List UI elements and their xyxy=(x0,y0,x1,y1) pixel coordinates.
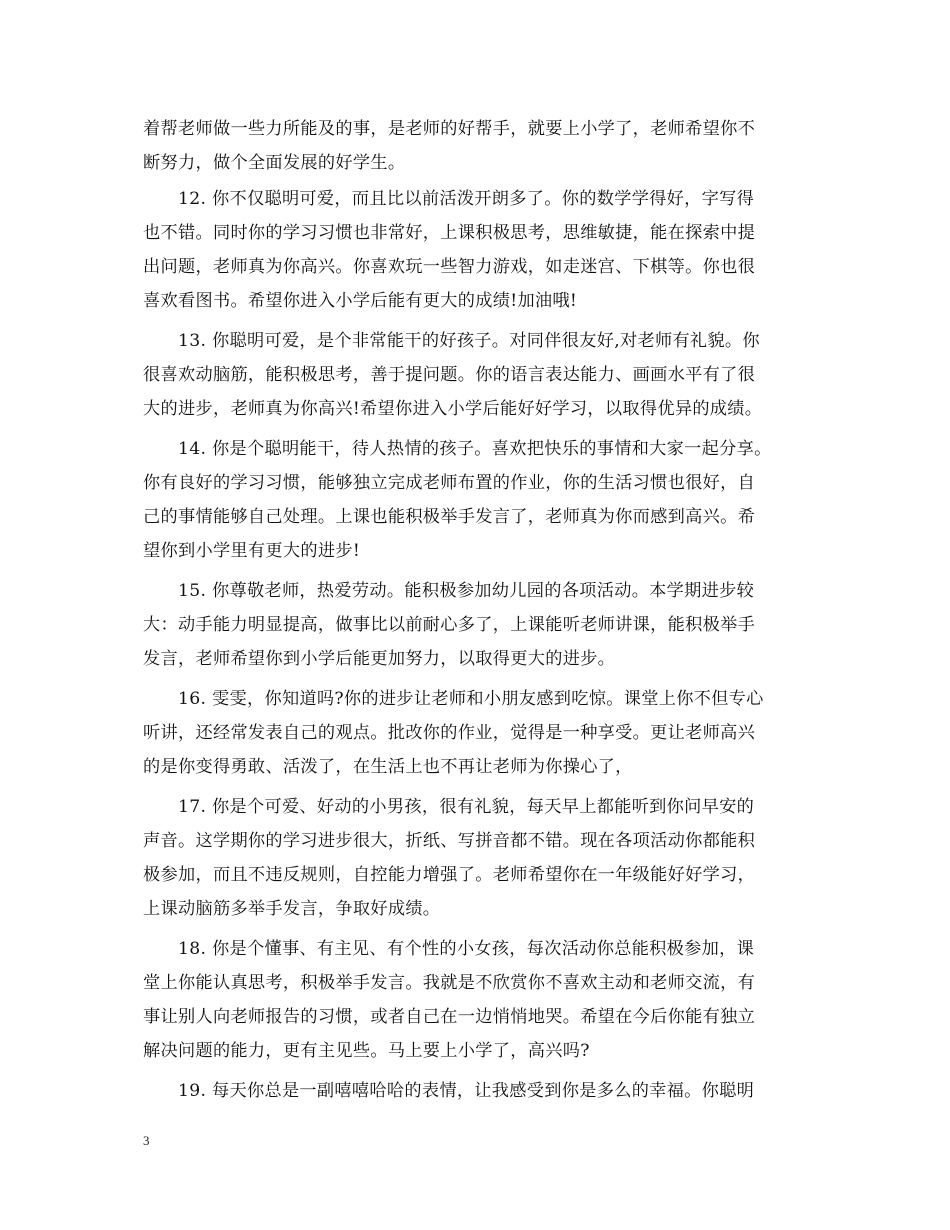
paragraph-start-18: 18. 你是个懂事、有主见、有个性的小女孩，每次活动你总能积极参加，课 xyxy=(178,939,755,959)
page-number: 3 xyxy=(143,1133,150,1148)
text-line: 事让别人向老师报告的习惯，或者自己在一边悄悄地哭。希望在今后你能有独立 xyxy=(143,1007,756,1027)
paragraph-start-14: 14. 你是个聪明能干，待人热情的孩子。喜欢把快乐的事情和大家一起分享。 xyxy=(178,439,772,459)
text-line: 听讲，还经常发表自己的观点。批改你的作业，觉得是一种享受。更让老师高兴 xyxy=(143,723,756,743)
text-line: 上课动脑筋多举手发言，争取好成绩。 xyxy=(143,899,441,919)
text-line: 堂上你能认真思考，积极举手发言。我就是不欣赏你不喜欢主动和老师交流，有 xyxy=(143,973,756,993)
text-line: 声音。这学期你的学习进步很大，折纸、写拼音都不错。现在各项活动你都能积 xyxy=(143,831,756,851)
text-line: 出问题，老师真为你高兴。你喜欢玩一些智力游戏，如走迷宫、下棋等。你也很 xyxy=(143,257,756,277)
text-line: 发言，老师希望你到小学后能更加努力，以取得更大的进步。 xyxy=(143,649,616,669)
text-line: 望你到小学里有更大的进步! xyxy=(143,541,361,561)
text-line: 喜欢看图书。希望你进入小学后能有更大的成绩!加油哦! xyxy=(143,291,578,311)
text-line: 大：动手能力明显提高，做事比以前耐心多了，上课能听老师讲课，能积极举手 xyxy=(143,615,756,635)
paragraph-start-17: 17. 你是个可爱、好动的小男孩，很有礼貌，每天早上都能听到你问早安的 xyxy=(178,797,755,817)
text-line: 己的事情能够自己处理。上课也能积极举手发言了，老师真为你而感到高兴。希 xyxy=(143,507,756,527)
text-line: 的是你变得勇敢、活泼了，在生活上也不再让老师为你操心了， xyxy=(143,757,633,777)
paragraph-start-19: 19. 每天你总是一副嘻嘻哈哈的表情，让我感受到你是多么的幸福。你聪明 xyxy=(178,1081,755,1101)
text-line: 断努力，做个全面发展的好学生。 xyxy=(143,153,406,173)
text-line: 很喜欢动脑筋，能积极思考，善于提问题。你的语言表达能力、画画水平有了很 xyxy=(143,365,756,385)
text-line: 也不错。同时你的学习习惯也非常好，上课积极思考，思维敏捷，能在探索中提 xyxy=(143,223,756,243)
text-line: 着帮老师做一些力所能及的事，是老师的好帮手，就要上小学了，老师希望你不 xyxy=(143,119,756,139)
text-line: 你有良好的学习习惯，能够独立完成老师布置的作业，你的生活习惯也很好，自 xyxy=(143,473,756,493)
paragraph-start-13: 13. 你聪明可爱，是个非常能干的好孩子。对同伴很友好,对老师有礼貌。你 xyxy=(178,331,760,351)
paragraph-start-16: 16. 雯雯，你知道吗?你的进步让老师和小朋友感到吃惊。课堂上你不但专心 xyxy=(178,689,764,709)
text-line: 解决问题的能力，更有主见些。马上要上小学了，高兴吗? xyxy=(143,1041,590,1061)
text-line: 极参加，而且不违反规则，自控能力增强了。老师希望你在一年级能好好学习， xyxy=(143,865,756,885)
paragraph-start-15: 15. 你尊敬老师，热爱劳动。能积极参加幼儿园的各项活动。本学期进步较 xyxy=(178,581,755,601)
text-line: 大的进步，老师真为你高兴!希望你进入小学后能好好学习，以取得优异的成绩。 xyxy=(143,399,763,419)
paragraph-start-12: 12. 你不仅聪明可爱，而且比以前活泼开朗多了。你的数学学得好，字写得 xyxy=(178,189,755,209)
